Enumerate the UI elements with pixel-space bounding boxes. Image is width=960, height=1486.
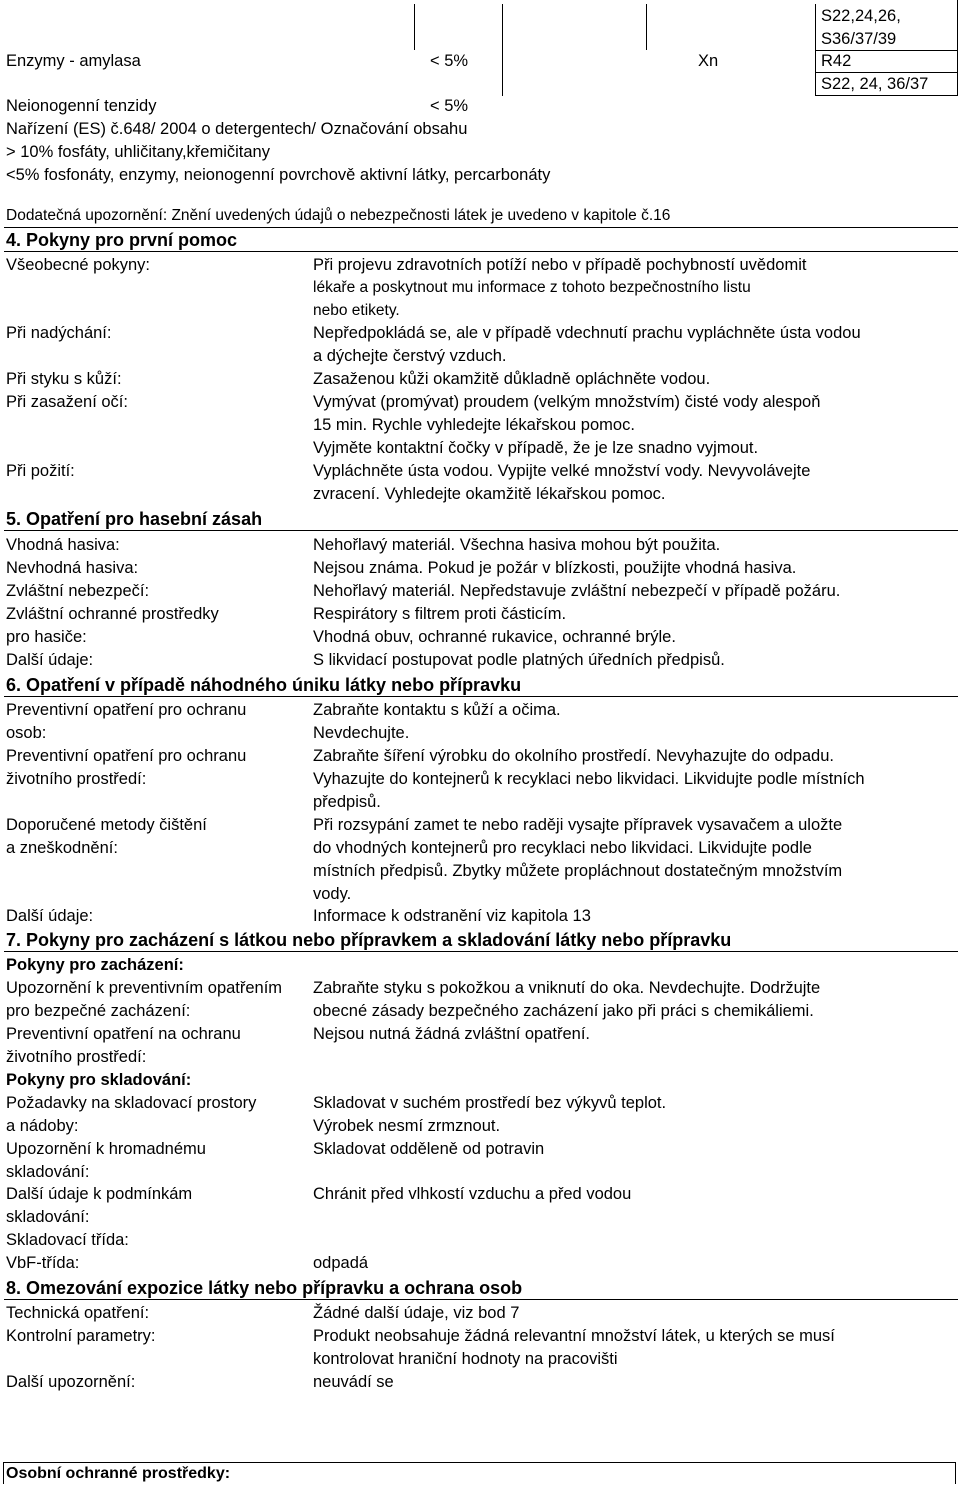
s6-label: Další údaje: bbox=[6, 907, 94, 925]
note-underline bbox=[4, 227, 958, 228]
s5-label: Nevhodná hasiva: bbox=[6, 559, 139, 577]
s4-value: nebo etikety. bbox=[313, 302, 400, 319]
s8-label: Další upozornění: bbox=[6, 1373, 136, 1391]
s5-label: Další údaje: bbox=[6, 651, 94, 669]
s7-value: Skladovat v suchém prostředí bez výkyvů teplot. bbox=[313, 1094, 667, 1112]
s5-value: Respirátory s filtrem proti částicím. bbox=[313, 605, 567, 623]
section-4-title: 4. Pokyny pro první pomoc bbox=[6, 230, 238, 250]
s5-value: Nehořlavý materiál. Nepředstavuje zvláštní nebezpečí v případě požáru. bbox=[313, 582, 841, 600]
s6-label: Preventivní opatření pro ochranu bbox=[6, 747, 247, 765]
s7-label: Další údaje k podmínkám bbox=[6, 1185, 193, 1203]
s6-value: předpisů. bbox=[313, 793, 381, 811]
section-underline bbox=[4, 951, 958, 952]
s7-label: skladování: bbox=[6, 1208, 90, 1226]
section-underline bbox=[4, 530, 958, 531]
s6-label: životního prostředí: bbox=[6, 770, 147, 788]
s8-value: Žádné další údaje, viz bod 7 bbox=[313, 1304, 520, 1322]
s6-value: do vhodných kontejnerů pro recyklaci nebo likvidaci. Likvidujte podle bbox=[313, 839, 812, 857]
s5-label: Zvláštní ochranné prostředky bbox=[6, 605, 219, 623]
s4-label: Při nadýchání: bbox=[6, 324, 112, 342]
s6-label: Doporučené metody čištění bbox=[6, 816, 207, 834]
s7-label: Skladovací třída: bbox=[6, 1231, 129, 1249]
component-concentration: < 5% bbox=[430, 52, 469, 70]
component-concentration: < 5% bbox=[430, 97, 469, 115]
s4-value: Nepředpokládá se, ale v případě vdechnutí prachu vypláchněte ústa vodou bbox=[313, 324, 861, 342]
s5-label: Zvláštní nebezpečí: bbox=[6, 582, 150, 600]
s5-value: S likvidací postupovat podle platných úředních předpisů. bbox=[313, 651, 725, 669]
s7-value: Zabraňte styku s pokožkou a vniknutí do oka. Nevdechujte. Dodržujte bbox=[313, 979, 821, 997]
s4-value: 15 min. Rychle vyhledejte lékařskou pomoc. bbox=[313, 416, 635, 434]
s6-value: místních předpisů. Zbytky můžete propláchnout dostatečným množstvím bbox=[313, 862, 843, 880]
table-divider bbox=[957, 0, 958, 96]
s6-value: Nevdechujte. bbox=[313, 724, 410, 742]
s8-label: Kontrolní parametry: bbox=[6, 1327, 156, 1345]
s7-label: a nádoby: bbox=[6, 1117, 79, 1135]
table-divider bbox=[502, 4, 503, 96]
s7-subheading: Pokyny pro zacházení: bbox=[6, 956, 184, 974]
detergent-line: <5% fosfonáty, enzymy, neionogenní povrchově aktivní látky, percarbonáty bbox=[6, 166, 551, 184]
s7-label: pro bezpečné zacházení: bbox=[6, 1002, 191, 1020]
s5-label: Vhodná hasiva: bbox=[6, 536, 120, 554]
section-5-title: 5. Opatření pro hasební zásah bbox=[6, 509, 263, 529]
table-divider bbox=[815, 95, 957, 96]
section-6-title: 6. Opatření v případě náhodného úniku látky nebo přípravku bbox=[6, 675, 522, 695]
s6-label: a zneškodnění: bbox=[6, 839, 118, 857]
s4-label: Při požití: bbox=[6, 462, 75, 480]
component-name: Enzymy - amylasa bbox=[6, 52, 141, 70]
s4-value: Vyjměte kontaktní čočky v případě, že je lze snadno vyjmout. bbox=[313, 439, 759, 457]
s8-label: Technická opatření: bbox=[6, 1304, 150, 1322]
s7-label: Požadavky na skladovací prostory bbox=[6, 1094, 257, 1112]
s7-value: Výrobek nesmí zrmznout. bbox=[313, 1117, 501, 1135]
section-underline bbox=[4, 696, 958, 697]
detergent-line: > 10% fosfáty, uhličitany,křemičitany bbox=[6, 143, 270, 161]
s4-label: Všeobecné pokyny: bbox=[6, 256, 151, 274]
s6-value: Při rozsypání zamet te nebo raději vysajte přípravek vysavačem a uložte bbox=[313, 816, 843, 834]
additional-note: Dodatečná upozornění: Znění uvedených údajů o nebezpečnosti látek je uvedeno v kapitole č.16 bbox=[6, 207, 671, 224]
s7-value: obecné zásady bezpečného zacházení jako při práci s chemikáliemi. bbox=[313, 1002, 814, 1020]
s8-value: neuvádí se bbox=[313, 1373, 394, 1391]
s7-label: skladování: bbox=[6, 1163, 90, 1181]
s4-value: zvracení. Vyhledejte okamžitě lékařskou pomoc. bbox=[313, 485, 666, 503]
component-phrase: S22, 24, 36/37 bbox=[821, 75, 929, 93]
s8-value: kontrolovat hraniční hodnoty na pracovišti bbox=[313, 1350, 618, 1368]
s6-value: Zabraňte kontaktu s kůží a očima. bbox=[313, 701, 561, 719]
s6-value: Vyhazujte do kontejnerů k recyklaci nebo likvidaci. Likvidujte podle místních bbox=[313, 770, 865, 788]
s5-label: pro hasiče: bbox=[6, 628, 87, 646]
s5-value: Nehořlavý materiál. Všechna hasiva mohou být použita. bbox=[313, 536, 721, 554]
s7-value: odpadá bbox=[313, 1254, 369, 1272]
section-8-title: 8. Omezování expozice látky nebo přípravku a ochrana osob bbox=[6, 1278, 523, 1298]
s4-label: Při styku s kůží: bbox=[6, 370, 122, 388]
detergent-title: Nařízení (ES) č.648/ 2004 o detergentech/ Označování obsahu bbox=[6, 120, 468, 138]
footer-heading: Osobní ochranné prostředky: bbox=[6, 1465, 231, 1482]
s7-label: Preventivní opatření na ochranu bbox=[6, 1025, 241, 1043]
s6-label: osob: bbox=[6, 724, 47, 742]
s4-label: Při zasažení očí: bbox=[6, 393, 128, 411]
s6-label: Preventivní opatření pro ochranu bbox=[6, 701, 247, 719]
table-divider bbox=[646, 4, 647, 50]
s4-value: a dýchejte čerstvý vzduch. bbox=[313, 347, 507, 365]
s6-value: vody. bbox=[313, 885, 352, 903]
s7-value: Nejsou nutná žádná zvláštní opatření. bbox=[313, 1025, 591, 1043]
section-7-title: 7. Pokyny pro zacházení s látkou nebo přípravkem a skladování látky nebo přípravku bbox=[6, 930, 732, 950]
s4-value: lékaře a poskytnout mu informace z tohoto bezpečnostního listu bbox=[313, 279, 751, 296]
component-phrase: R42 bbox=[821, 52, 852, 70]
s5-value: Vhodná obuv, ochranné rukavice, ochranné brýle. bbox=[313, 628, 676, 646]
s7-label: VbF-třída: bbox=[6, 1254, 80, 1272]
s4-value: Zasaženou kůži okamžitě důkladně opláchněte vodou. bbox=[313, 370, 711, 388]
s5-value: Nejsou známa. Pokud je požár v blízkosti, použijte vhodná hasiva. bbox=[313, 559, 797, 577]
component-phrase: S36/37/39 bbox=[821, 30, 897, 48]
s7-label: Upozornění k preventivním opatřením bbox=[6, 979, 283, 997]
s7-label: Upozornění k hromadnému bbox=[6, 1140, 206, 1158]
table-divider bbox=[414, 4, 415, 50]
component-phrase: S22,24,26, bbox=[821, 7, 901, 25]
s6-value: Informace k odstranění viz kapitola 13 bbox=[313, 907, 591, 925]
s8-value: Produkt neobsahuje žádná relevantní množství látek, u kterých se musí bbox=[313, 1327, 835, 1345]
s7-value: Skladovat odděleně od potravin bbox=[313, 1140, 545, 1158]
s4-value: Vymývat (promývat) proudem (velkým množstvím) čisté vody alespoň bbox=[313, 393, 821, 411]
section-underline bbox=[4, 1299, 958, 1300]
s6-value: Zabraňte šíření výrobku do okolního prostředí. Nevyhazujte do odpadu. bbox=[313, 747, 834, 765]
s7-label: životního prostředí: bbox=[6, 1048, 147, 1066]
s7-subheading: Pokyny pro skladování: bbox=[6, 1071, 192, 1089]
s4-value: Při projevu zdravotních potíží nebo v případě pochybností uvědomit bbox=[313, 256, 807, 274]
section-underline bbox=[4, 251, 958, 252]
table-divider bbox=[815, 72, 957, 73]
s4-value: Vypláchněte ústa vodou. Vypijte velké množství vody. Nevyvolávejte bbox=[313, 462, 811, 480]
component-name: Neionogenní tenzidy bbox=[6, 97, 157, 115]
component-symbol: Xn bbox=[698, 52, 719, 70]
s7-value: Chránit před vlhkostí vzduchu a před vodou bbox=[313, 1185, 632, 1203]
